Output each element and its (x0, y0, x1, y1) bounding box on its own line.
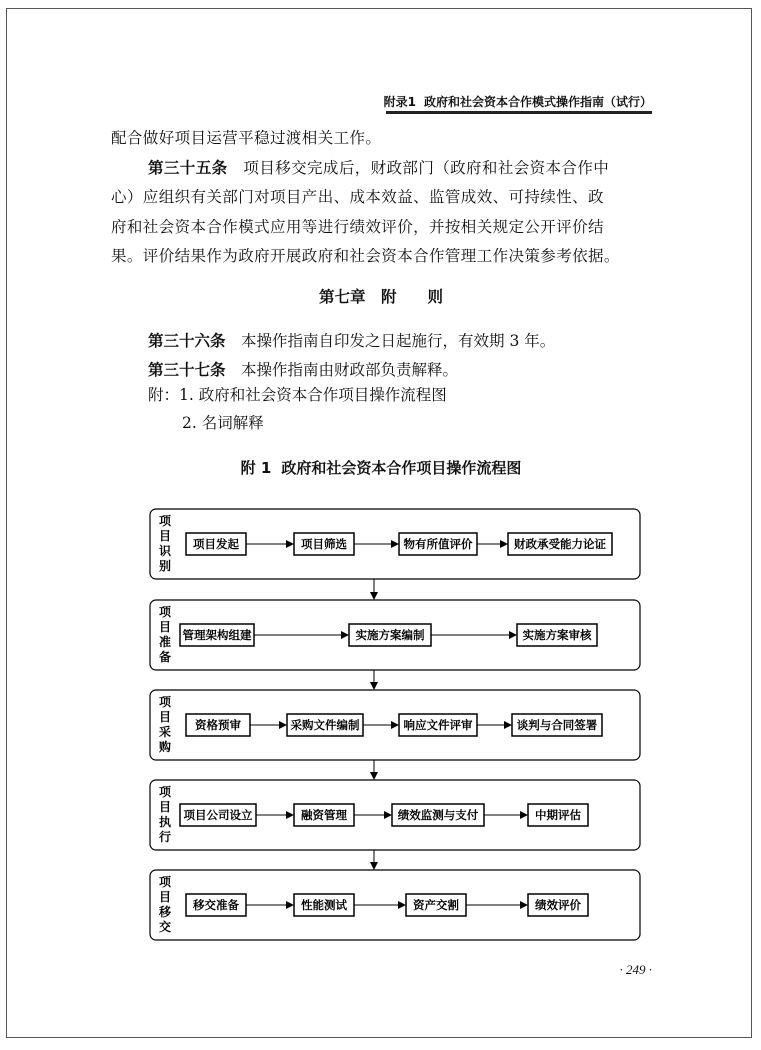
process-step: 移交准备 (193, 898, 239, 912)
process-step: 谈判与合同签署 (516, 718, 598, 732)
chapter-title: 第七章 附 则 (318, 288, 443, 306)
process-step: 实施方案审核 (522, 628, 592, 642)
stage-label-char: 执 (159, 815, 172, 829)
body-line: 配合做好项目运营平稳过渡相关工作。 (111, 129, 382, 147)
process-step: 采购文件编制 (290, 718, 360, 732)
article-title: 第三十五条 (148, 158, 228, 177)
page-number: · 249 · (619, 962, 652, 977)
stage-label-char: 别 (159, 559, 172, 573)
process-step: 绩效监测与支付 (397, 808, 479, 822)
process-step: 项目筛选 (301, 537, 347, 551)
process-step: 绩效评价 (535, 898, 581, 912)
stage-label-char: 识 (159, 544, 172, 558)
article-text: 项目移交完成后，财政部门（政府和社会资本合作中 (243, 158, 610, 177)
process-step: 响应文件评审 (403, 718, 473, 732)
process-step: 资产交割 (413, 898, 459, 912)
process-step: 性能测试 (301, 898, 347, 912)
stage-label-char: 项 (159, 695, 172, 709)
article-text: 本操作指南自印发之日起施行，有效期 3 年。 (241, 332, 556, 350)
stage-label-char: 目 (159, 620, 172, 634)
stage-label-char: 目 (159, 529, 172, 543)
article-title: 第三十六条 (148, 332, 226, 350)
figure-number: 附 1 (240, 459, 272, 477)
process-step: 实施方案编制 (355, 628, 425, 642)
process-step: 财政承受能力论证 (514, 537, 606, 551)
figure-caption: 政府和社会资本合作项目操作流程图 (281, 459, 522, 477)
stage-label-char: 交 (159, 920, 172, 934)
article-35-line: 心）应组织有关部门对项目产出、成本效益、监管成效、可持续性、政 (111, 188, 604, 206)
stage-label-char: 目 (159, 890, 172, 904)
article-35-line: 果。评价结果作为政府开展政府和社会资本合作管理工作决策参考依据。 (111, 247, 620, 265)
stage-label-char: 备 (159, 650, 172, 664)
process-step: 物有所值评价 (403, 537, 473, 551)
process-step: 管理架构组建 (182, 628, 252, 642)
annex-item: 2. 名词解释 (182, 414, 264, 432)
article-text: 本操作指南由财政部负责解释。 (241, 361, 459, 379)
header-appendix-label: 附录1 (383, 94, 416, 109)
stage-label-char: 行 (159, 830, 172, 844)
process-step: 项目发起 (193, 537, 239, 551)
stage-label-char: 项 (159, 785, 172, 799)
annex-item: 附：1. 政府和社会资本合作项目操作流程图 (148, 386, 447, 404)
header-title: 政府和社会资本合作模式操作指南（试行） (423, 94, 652, 109)
process-step: 融资管理 (301, 808, 347, 822)
stage-label-char: 采 (159, 725, 172, 739)
stage-label-char: 目 (159, 710, 172, 724)
article-35-line: 府和社会资本合作模式应用等进行绩效评价，并按相关规定公开评价结 (111, 217, 604, 236)
stage-label-char: 项 (159, 875, 172, 889)
stage-label-char: 移 (159, 905, 172, 919)
stage-label-char: 购 (159, 740, 172, 754)
process-step: 中期评估 (535, 808, 581, 822)
process-step: 项目公司设立 (183, 808, 253, 822)
stage-label-char: 准 (159, 635, 172, 649)
stage-label-char: 项 (159, 514, 172, 528)
article-title: 第三十七条 (148, 361, 226, 379)
process-step: 资格预审 (195, 718, 241, 732)
stage-label-char: 项 (159, 605, 172, 619)
stage-label-char: 目 (159, 800, 172, 814)
